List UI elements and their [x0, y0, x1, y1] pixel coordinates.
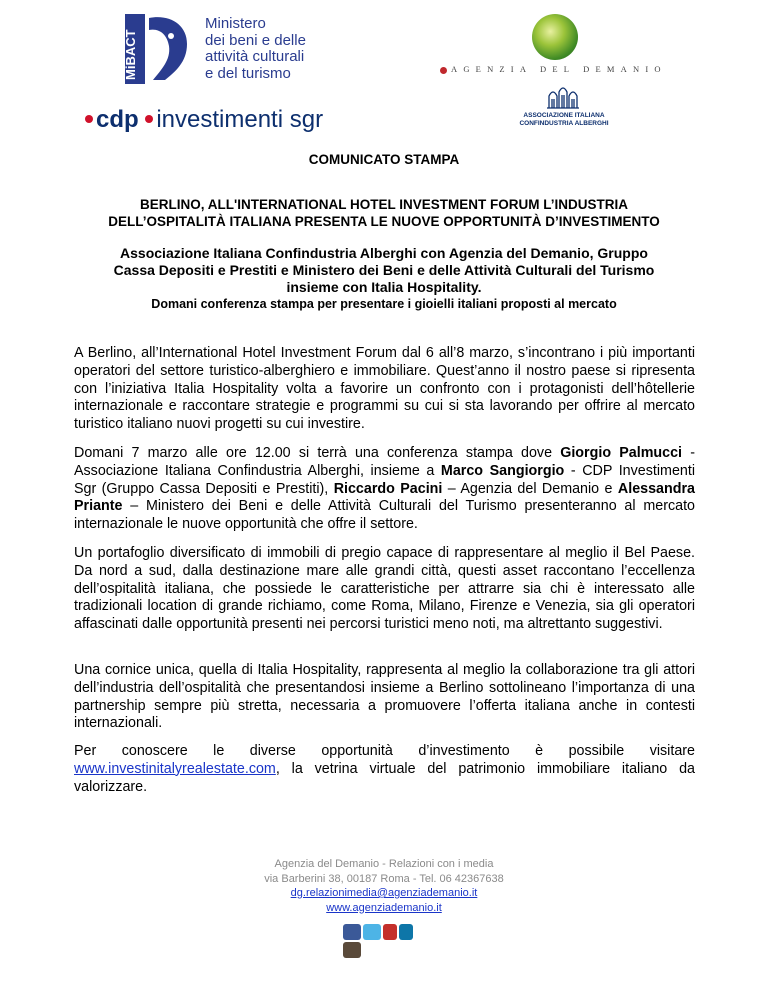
paragraph: Un portafoglio diversificato di immobili di pregio capace di rappresentare al meglio il Bel Paese. Da nord a sud, dalla destinazione mare alle grandi città, questi asset raccontano l’eccellenza dell’ospitalità italiana, che possiede le caratteristiche per attrarre sia chi è interessato alle tradizionali location di grande richiamo, come Roma, Milano, Firenze e Venezia, sia gli operatori affascinati dalle opportunità presenti nei percorsi turistici meno noti, ma altrettanto suggestivi.: [74, 545, 695, 633]
agenzia-demanio-logo: [440, 14, 700, 78]
paragraph: Domani 7 marzo alle ore 12.00 si terrà una conferenza stampa dove Giorgio Palmucci - Associazione Italiana Confindustria Alberghi, insieme a Marco Sangiorgio - CDP Investimenti Sgr (Gruppo Cassa Depositi e Prestiti), Riccardo Pacini – Agenzia del Demanio e Alessandra Priante – Ministero dei Beni e delle Attività Culturali del Turismo presenteranno al mercato internazionale le nuove opportunità che offre il settore.: [74, 445, 695, 533]
paragraph: A Berlino, all’International Hotel Investment Forum dal 6 all’8 marzo, s’incontrano i più importanti operatori del settore turistico-alberghiero e immobiliare. Quest’anno il nostro paese si ripresenta con l’iniziativa Italia Hospitality volta a favorire un confronto con i protagonisti dell’hôtellerie internazionale e raccontare strategie e programmi su cui si sta lavorando per offrire al mercato turistico italiano nuovi progetti su cui investire.: [74, 345, 695, 433]
mibact-line: e del turismo: [205, 64, 291, 82]
demanio-wordmark: AGENZIA DEL DEMANIO: [440, 64, 700, 74]
mibact-logo: [123, 14, 306, 84]
subheading: Associazione Italiana Confindustria Alberghi con Agenzia del Demanio, Gruppo Cassa Depositi e Prestiti e Ministero dei Beni e delle Attività Culturali del Turismo insieme con Italia Hospitality. Domani conferenza stampa per presentare i gioielli italiani proposti al mercato: [113, 245, 655, 311]
red-dot-icon: [440, 67, 447, 74]
cdp-investimenti-logo: [85, 106, 323, 136]
person-name: Alessandra Priante: [74, 480, 695, 515]
mibact-emblem-icon: [125, 14, 197, 84]
instagram-icon[interactable]: [343, 942, 361, 958]
red-dot-icon: [145, 115, 153, 123]
globe-icon: [532, 14, 578, 60]
footer-line: Agenzia del Demanio - Relazioni con i media: [274, 858, 494, 870]
person-name: Marco Sangiorgio: [440, 462, 565, 479]
mibact-line: attività culturali: [205, 48, 305, 65]
mibact-line: Ministero: [205, 15, 266, 32]
cdp-sgr-wordmark: investimenti sgr: [156, 106, 324, 133]
document-label: COMUNICATO STAMPA: [308, 152, 460, 167]
twitter-icon[interactable]: [363, 924, 381, 940]
aica-wordmark: ASSOCIAZIONE ITALIANA CONFINDUSTRIA ALBERGHI: [519, 112, 609, 127]
mibact-mark: MiBACT: [123, 29, 138, 80]
headline: BERLINO, ALL'INTERNATIONAL HOTEL INVESTMENT FORUM L’INDUSTRIA DELL’OSPITALITÀ ITALIANA PRESENTA LE NUOVE OPPORTUNITÀ D’INVESTIMENTO: [108, 197, 660, 229]
email-link[interactable]: dg.relazionimedia@agenziademanio.it: [290, 887, 478, 899]
cdp-wordmark: cdp: [96, 106, 139, 133]
red-dot-icon: [85, 115, 93, 123]
youtube-icon[interactable]: [383, 924, 397, 940]
confindustria-alberghi-logo: [505, 84, 623, 134]
paragraph: Una cornice unica, quella di Italia Hospitality, rappresenta al meglio la collaborazione tra gli attori dell’industria dell’ospitalità che presentandosi insieme a Berlino sottolineano l’importanza di una partnership sempre più stretta, necessaria a promuovere l’offerta italiana anche in contesti internazionali.: [74, 662, 695, 732]
website-link[interactable]: www.investinitalyrealestate.com: [74, 760, 276, 777]
site-link[interactable]: www.agenziademanio.it: [326, 901, 442, 914]
mibact-line: dei beni e delle: [205, 31, 306, 49]
palace-icon: [545, 84, 581, 110]
footer: [200, 857, 568, 915]
paragraph: Per conoscere le diverse opportunità d’investimento è possibile visitare www.investinitalyrealestate.com, la vetrina virtuale del patrimonio immobiliare italiano da valorizzare.: [74, 743, 695, 795]
person-name: Riccardo Pacini: [333, 480, 443, 497]
social-icons: [343, 924, 427, 942]
linkedin-icon[interactable]: [399, 924, 413, 940]
facebook-icon[interactable]: [343, 924, 361, 940]
footer-line: via Barberini 38, 00187 Roma - Tel. 06 42367638: [264, 872, 504, 885]
person-name: Giorgio Palmucci: [560, 445, 683, 461]
mibact-text: [205, 16, 306, 82]
